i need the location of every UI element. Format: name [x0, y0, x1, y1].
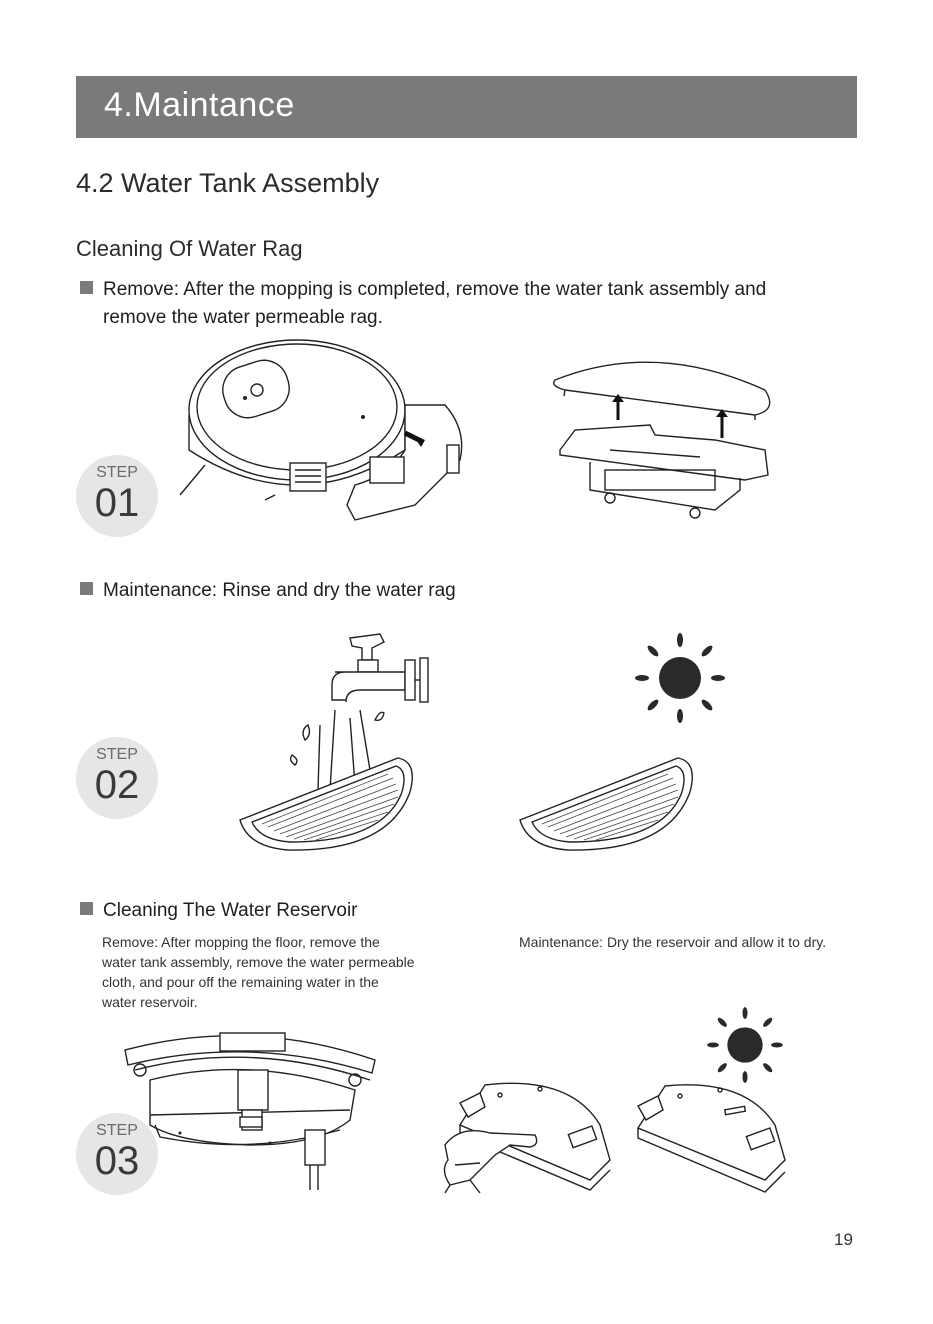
step1-bullet-line1: Remove: After the mopping is completed, remove the water tank assembly and: [103, 279, 767, 300]
remove-line-3: cloth, and pour off the remaining water in the: [102, 974, 379, 990]
step3-number: 03: [94, 1139, 140, 1183]
mop-pad-icon: [238, 752, 418, 852]
step2-bullet: [80, 580, 456, 602]
heading-cleaning-rag: Cleaning Of Water Rag: [76, 236, 303, 261]
step1-label: STEP: [96, 464, 138, 481]
step1-number: 01: [94, 481, 140, 525]
section-banner: [76, 76, 857, 138]
step1-bullet-line2: remove the water permeable rag.: [103, 307, 383, 328]
water-tank-icon: [550, 350, 780, 525]
robot-vacuum-icon: [175, 335, 475, 530]
remove-line-4: water reservoir.: [102, 994, 198, 1010]
step3-bullet: [80, 900, 358, 922]
step2-bullet-text: Maintenance: Rinse and dry the water rag: [103, 580, 456, 601]
section-title: 4.Maintance: [104, 86, 295, 124]
bullet-square-icon: [80, 281, 93, 294]
step3-bullet-text: Cleaning The Water Reservoir: [103, 900, 358, 921]
step3-label: STEP: [96, 1122, 138, 1139]
remove-line-2: water tank assembly, remove the water permeable: [102, 954, 415, 970]
remove-line-1: Remove: After mopping the floor, remove the: [102, 934, 380, 950]
step2-number: 02: [94, 763, 140, 807]
page-number: 19: [834, 1230, 853, 1249]
step2-badge: [76, 737, 158, 819]
water-tank-icon: [120, 1025, 385, 1195]
water-tank-icon: [630, 1080, 795, 1198]
subsection-title: 4.2 Water Tank Assembly: [76, 168, 380, 198]
water-tank-icon: [440, 1075, 620, 1195]
step1-badge: [76, 455, 158, 537]
sun-icon: [636, 634, 724, 722]
mop-pad-icon: [518, 752, 698, 852]
step3-maintenance-text: Maintenance: Dry the reservoir and allow it to dry.: [519, 934, 827, 950]
bullet-square-icon: [80, 902, 93, 915]
bullet-square-icon: [80, 582, 93, 595]
step1-bullet: [80, 279, 766, 301]
sun-icon: [708, 1008, 782, 1082]
step2-label: STEP: [96, 746, 138, 763]
step3-remove-text: [102, 932, 462, 1012]
